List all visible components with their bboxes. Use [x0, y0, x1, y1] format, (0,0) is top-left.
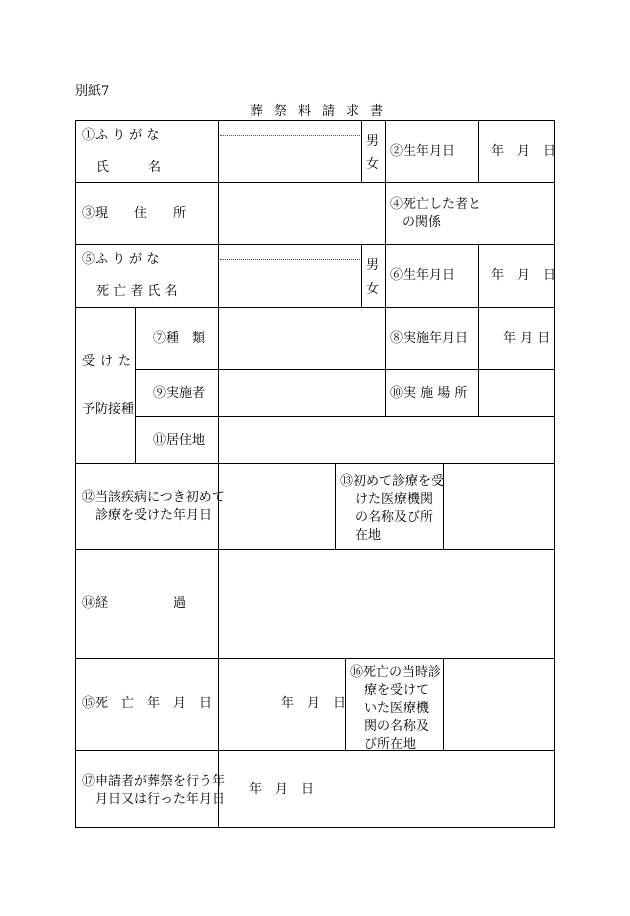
row-divider [75, 750, 555, 751]
vaccination-date-field: 年 月 日 [503, 331, 551, 346]
col-divider [478, 120, 479, 182]
relation-label-line1: ④死亡した者と [390, 197, 482, 212]
row-divider [135, 416, 555, 417]
col-divider [218, 120, 219, 307]
attachment-label: 別紙7 [75, 84, 110, 99]
first-consult-date-label-1: ⑫当該疾病につき初めて [82, 490, 225, 505]
claim-form-table [75, 120, 555, 828]
deceased-birth-label: ⑥生年月日 [390, 268, 456, 283]
birth-date-label: ②生年月日 [390, 144, 456, 159]
funeral-date-label-2: 月日又は行った年月日 [95, 792, 226, 807]
row-divider [75, 244, 555, 245]
death-date-field: 年 月 日 [281, 696, 347, 711]
deceased-birth-field: 年 月 日 [491, 268, 557, 283]
treating-institution-label-2: 療を受けて [364, 683, 430, 698]
death-date-label: ⑮死 亡 年 月 日 [82, 696, 213, 711]
col-divider [385, 120, 386, 416]
first-institution-label-3: の名称及び所 [355, 510, 434, 525]
vaccination-group-label-1: 受けた [82, 354, 137, 369]
col-divider [361, 244, 362, 307]
treating-institution-label-3: いた医療機 [364, 701, 430, 716]
row-divider [75, 307, 555, 308]
treating-institution-label-1: ⑯死亡の当時診 [350, 665, 442, 680]
treating-institution-label-5: び所在地 [364, 737, 417, 752]
first-institution-label-1: ⑬初めて診療を受 [340, 474, 445, 489]
treating-institution-label-4: 関の名称及 [364, 719, 430, 734]
col-divider [361, 120, 362, 182]
deceased-furigana-label: ⑤ふ り が な [82, 252, 160, 267]
first-institution-label-2: けた医療機関 [355, 492, 434, 507]
birth-date-field: 年 月 日 [491, 144, 557, 159]
address-label: ③現 住 所 [82, 206, 187, 221]
funeral-date-label-1: ⑰申請者が葬祭を行う年 [82, 774, 226, 789]
progress-label: ⑭経 過 [82, 596, 187, 611]
vaccination-place-label: ⑩実 施 場 所 [390, 386, 468, 401]
performer-label: ⑨実施者 [153, 386, 206, 401]
col-divider [443, 658, 444, 750]
vaccination-date-label: ⑧実施年月日 [390, 331, 469, 346]
row-divider [75, 463, 555, 464]
first-institution-label-4: 在地 [355, 528, 382, 543]
sex-male: 男 [366, 258, 380, 273]
vaccination-group-label-2: 予防接種 [82, 402, 135, 417]
row-divider [75, 549, 555, 550]
deceased-name-label: 死 亡 者 氏 名 [96, 284, 178, 299]
vaccine-kind-label: ⑦種 類 [153, 331, 206, 346]
sex-female: 女 [366, 282, 380, 297]
row-divider [75, 658, 555, 659]
col-divider [218, 307, 219, 463]
col-divider [478, 244, 479, 416]
furigana-label: ①ふ り が な [82, 128, 160, 143]
col-divider [135, 307, 136, 463]
form-title: 葬祭料請求書 [250, 104, 395, 119]
first-consult-date-label-2: 診療を受けた年月日 [95, 508, 213, 523]
sex-male: 男 [366, 134, 380, 149]
furigana-line [220, 259, 360, 260]
row-divider [75, 182, 555, 183]
col-divider [335, 463, 336, 549]
name-label: 氏 名 [96, 160, 162, 175]
funeral-date-field: 年 月 日 [249, 782, 315, 797]
residence-label: ⑪居住地 [153, 433, 206, 448]
row-divider [135, 369, 555, 370]
relation-label-line2: の関係 [402, 215, 442, 230]
sex-female: 女 [366, 157, 380, 172]
furigana-line [220, 135, 360, 136]
